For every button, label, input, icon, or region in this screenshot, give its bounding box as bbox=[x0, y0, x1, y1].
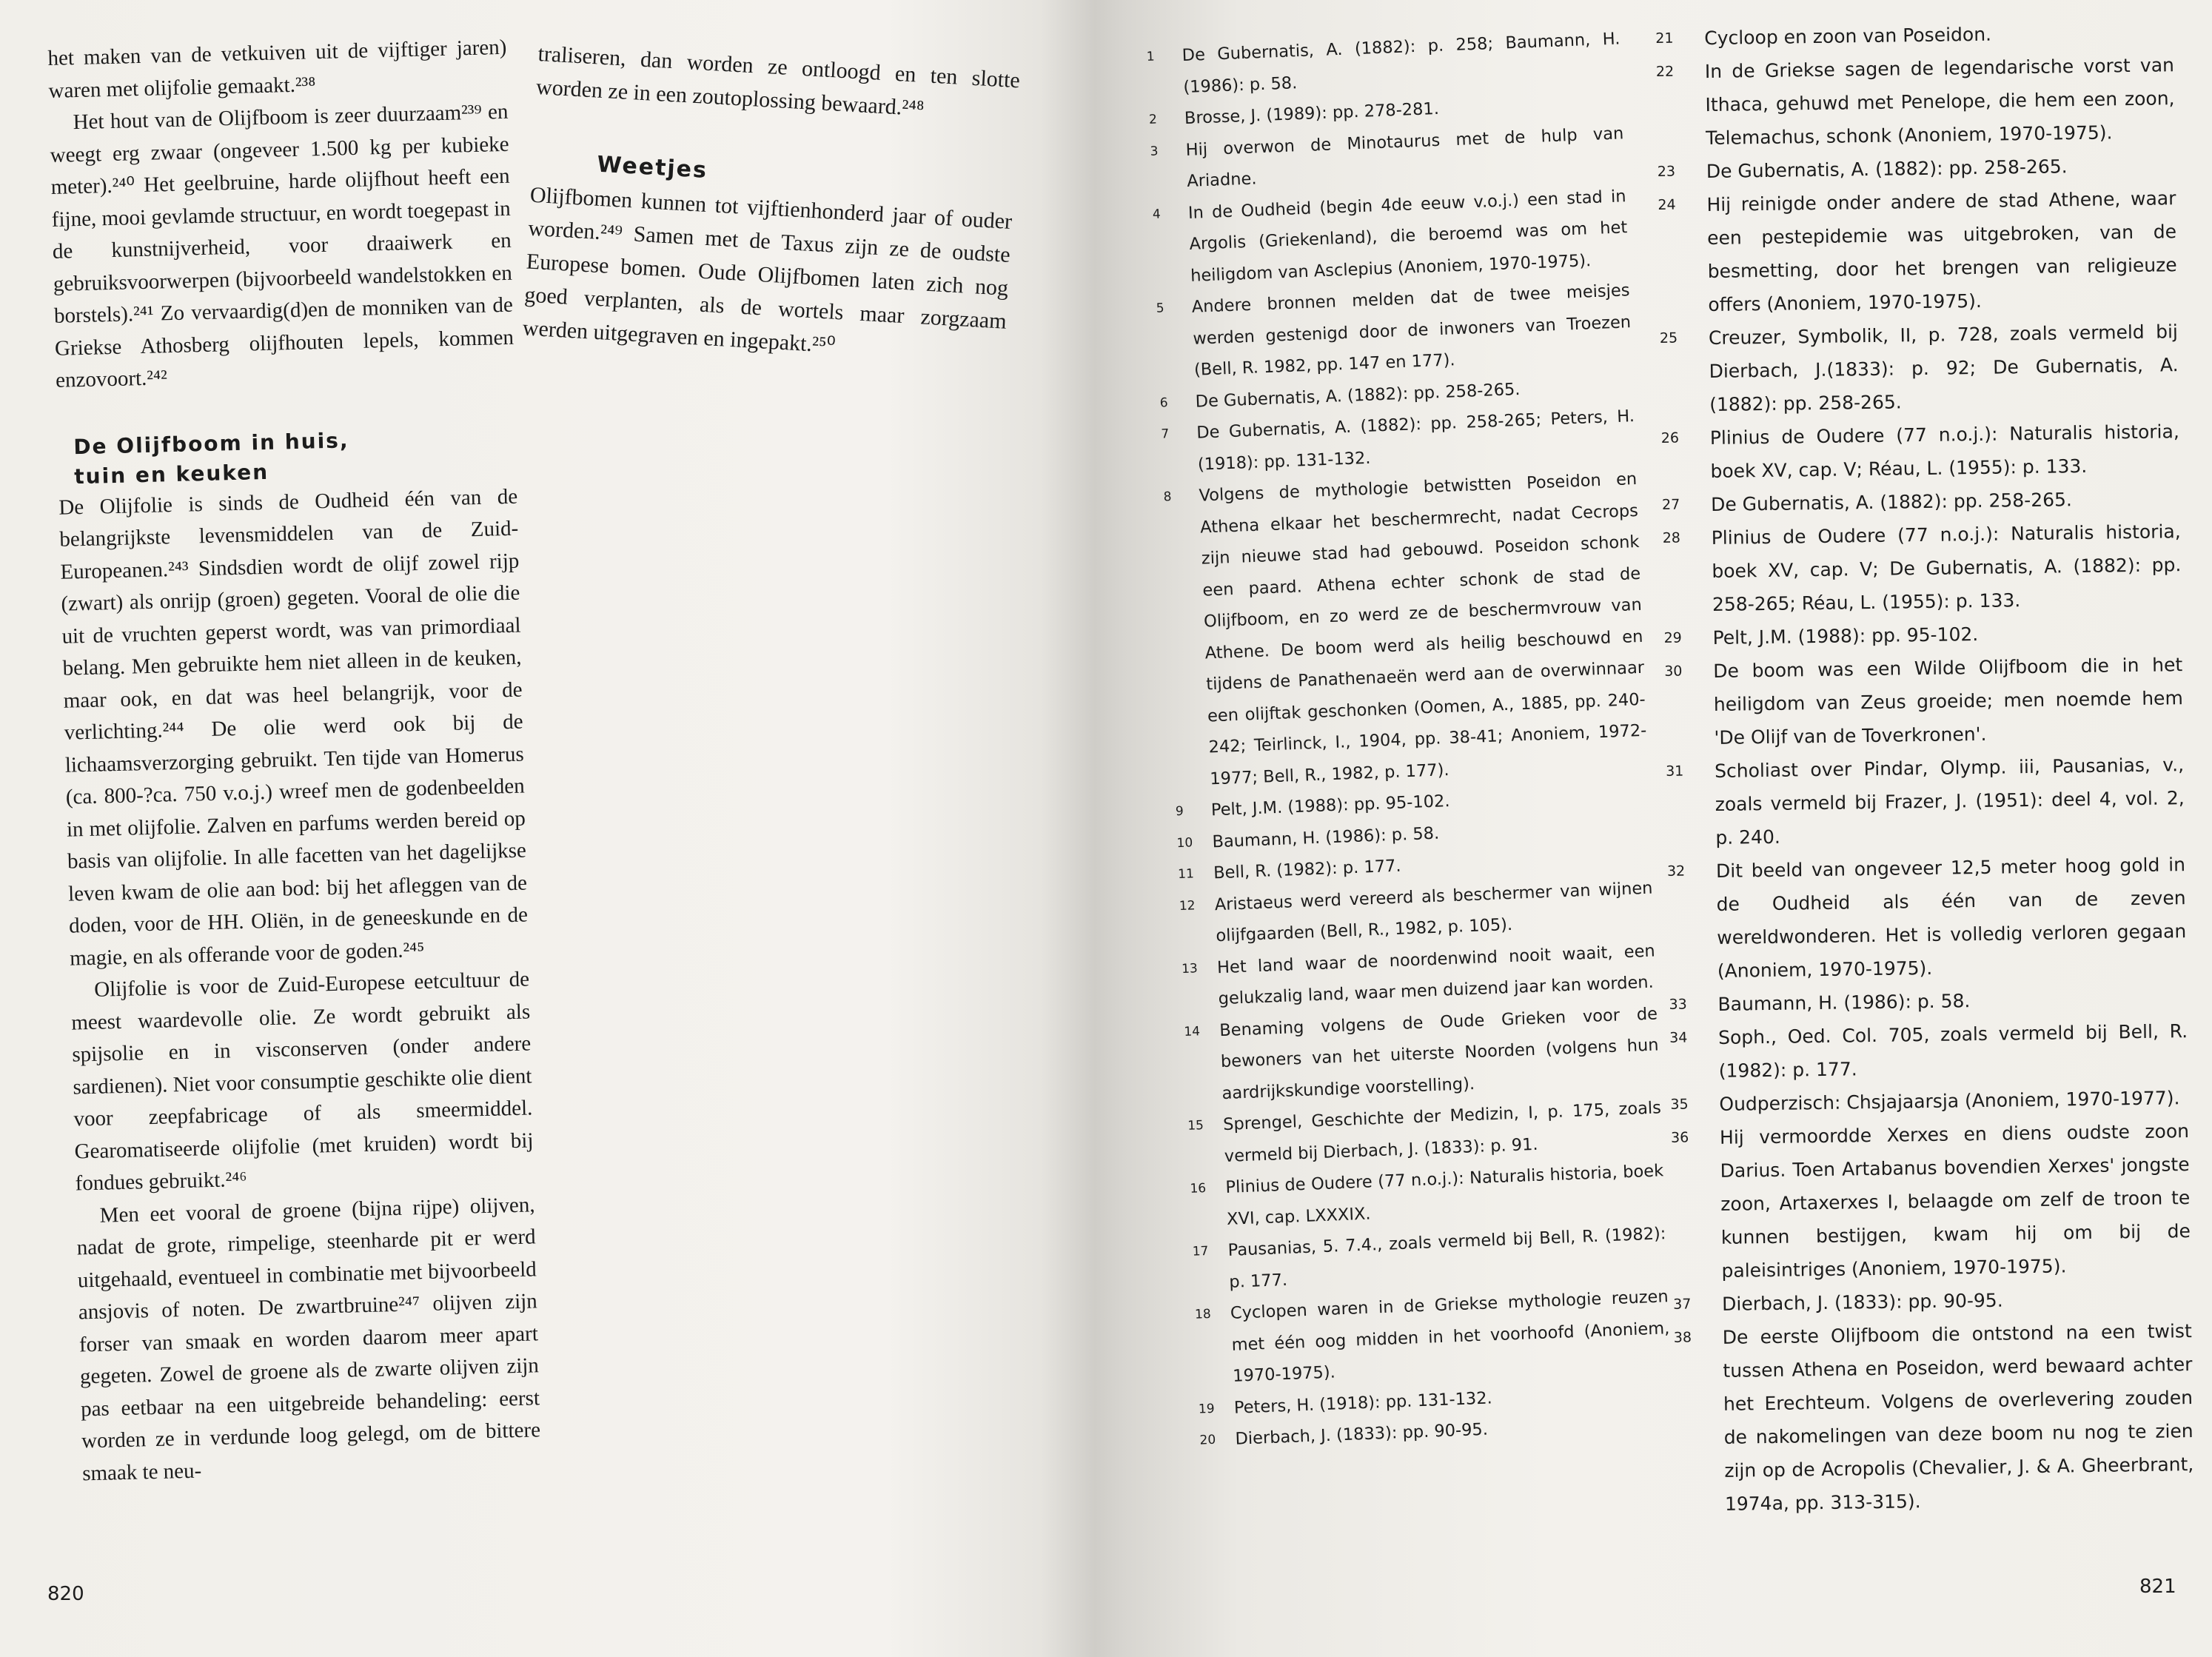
footnote-number: 10 bbox=[1176, 834, 1193, 851]
footnote bbox=[1669, 1014, 2188, 1088]
left-column-2 bbox=[522, 37, 1021, 372]
footnote-text: Brosse, J. (1989): pp. 278-281. bbox=[1184, 98, 1440, 129]
section-heading-line2: tuin en keuken bbox=[73, 459, 269, 489]
footnote-text: Cycloop en zoon van Poseidon. bbox=[1704, 23, 1992, 50]
paragraph-weetjes: Olijfbomen kunnen tot vijftienhonderd jaar of ouder worden.²⁴⁹ Samen met de Taxus zijn ze de oudste Europese bomen. Oude Olijfbomen laten zich nog goed verplanten, als de wortels maar zorgzaam werden uitgegraven en ingepakt.²⁵⁰ bbox=[522, 182, 1013, 358]
footnote-number: 15 bbox=[1187, 1118, 1204, 1134]
footnote-number: 18 bbox=[1194, 1306, 1212, 1322]
footnote-text: In de Oudheid (begin 4de eeuw v.o.j.) een stad in Argolis (Griekenland), die beroemd was om het heiligdom van Asclepius (Anoniem, 1970-1975). bbox=[1187, 186, 1628, 286]
footnote-number: 3 bbox=[1150, 143, 1159, 159]
footnote-number: 33 bbox=[1669, 996, 1687, 1013]
notes-list-2 bbox=[1655, 15, 2194, 1522]
footnote-text: Pausanias, 5. 7.4., zoals vermeld bij Bell, R. (1982): p. 177. bbox=[1227, 1224, 1666, 1292]
paragraph-eetcultuur: Olijfolie is voor de Zuid-Europese eetcultuur de meest waardevolle olie. Ze wordt gebruikt als spijsolie en in visconserven (onder andere sardienen). Niet voor consumptie geschikte olie dient voor zeepfabricage of als smeermiddel. Gearomatiseerde olijfolie (met kruiden) wordt bij fondues gebruikt.²⁴⁶ bbox=[70, 967, 534, 1196]
footnote-text: Andere bronnen melden dat de twee meisjes werden gestenigd door de inwoners van Troezen (Bell, R. 1982, pp. 147 en 177). bbox=[1191, 281, 1632, 380]
footnote-text: De Gubernatis, A. (1882): pp. 258-265; Peters, H. (1918): pp. 131-132. bbox=[1196, 406, 1635, 475]
footnote-text: Aristaeus werd vereerd als beschermer van wijnen olijfgaarden (Bell, R., 1982, p. 105). bbox=[1214, 878, 1653, 946]
footnote-number: 21 bbox=[1655, 30, 1674, 47]
footnote-number: 37 bbox=[1673, 1296, 1692, 1313]
paragraph-vetkuiven: het maken van de vetkuiven uit de vijftiger jaren) waren met olijfolie gemaakt.²³⁸ bbox=[47, 35, 507, 103]
footnote-text: Hij vermoordde Xerxes en diens oudste zoon Darius. Toen Artabanus bovendien Xerxes' jongste zoon, Artaxerxes I, belaagde om zelf de troon te kunnen bestijgen, kwam hij om bij de paleisintriges (Anoniem, 1970-1975). bbox=[1719, 1120, 2191, 1282]
footnote-number: 22 bbox=[1655, 63, 1675, 80]
footnote-number: 12 bbox=[1179, 897, 1196, 914]
footnote-text: In de Griekse sagen de legendarische vorst van Ithaca, gehuwd met Penelope, die hem een zoon, Telemachus, schonk (Anoniem, 1970-1975). bbox=[1704, 54, 2175, 150]
footnote-text: Pelt, J.M. (1988): pp. 95-102. bbox=[1210, 791, 1450, 820]
footnote-text: Oudperzisch: Chsjajaarsja (Anoniem, 1970-1977). bbox=[1719, 1087, 2180, 1115]
left-page bbox=[0, 0, 1096, 1657]
footnote-text: De Gubernatis, A. (1882): pp. 258-265. bbox=[1706, 155, 2068, 183]
footnote bbox=[1671, 1114, 2191, 1288]
footnote-text: Het land waar de noordenwind nooit waait, een gelukzalig land, waar men duizend jaar kan worden. bbox=[1216, 941, 1656, 1009]
footnote bbox=[1656, 48, 2176, 155]
footnote-number: 25 bbox=[1659, 329, 1678, 347]
footnote-number: 13 bbox=[1181, 960, 1199, 977]
footnote-number: 20 bbox=[1199, 1432, 1216, 1448]
paragraph-traliseren: traliseren, dan worden ze ontloogd en ten slotte worden ze in een zoutoplossing bewaard.²⁴⁸ bbox=[535, 41, 1021, 121]
footnote bbox=[1156, 275, 1632, 387]
page-number-right: 821 bbox=[2139, 1576, 2176, 1598]
footnote-number: 27 bbox=[1661, 496, 1680, 513]
paragraph-olijfolie-oudheid: De Olijfolie is sinds de Oudheid één van de belangrijkste levensmiddelen van de Zuid-Europeanen.²⁴³ Sindsdien wordt de olijf zowel rijp (zwart) als onrijp (groen) gegeten. Vooral de olie die uit de vruchten geperst wordt, was van primordiaal belang. Men gebruikte hem niet alleen in de keuken, maar ook, en dat was heel belangrijk, voor de verlichting.²⁴⁴ De olie werd ook bij de lichaamsverzorging gebruikt. Ten tijde van Homerus (ca. 800-?ca. 750 v.o.j.) wreef men de godenbeelden in met olijfolie. Zalven en parfums werden bereid op basis van olijfolie. In alle facetten van het dagelijkse leven kwam de olie aan bod: bij het afleggen van de doden, voor de HH. Oliën, in de geneeskunde en de magie, en als offerande voor de goden.²⁴⁵ bbox=[58, 484, 529, 971]
footnote-text: De Gubernatis, A. (1882): pp. 258-265. bbox=[1710, 489, 2073, 516]
footnote-text: Dierbach, J. (1833): pp. 90-95. bbox=[1235, 1419, 1489, 1449]
footnote-number: 26 bbox=[1660, 429, 1680, 446]
footnote-text: Creuzer, Symbolik, II, p. 728, zoals vermeld bij Dierbach, J.(1833): p. 92; De Gubernatis, A. (1882): pp. 258-265. bbox=[1708, 321, 2179, 416]
footnote-number: 32 bbox=[1666, 863, 1686, 880]
footnote-number: 11 bbox=[1177, 866, 1195, 883]
footnote-number: 31 bbox=[1665, 763, 1684, 780]
footnote bbox=[1661, 415, 2180, 489]
footnote-number: 7 bbox=[1161, 426, 1170, 442]
footnote-text: Volgens de mythologie betwistten Poseidon en Athena elkaar het beschermrecht, nadat Cecrops zijn nieuwe stad had gebouwd. Poseidon schonk een paard. Athena echter schonk de stad de Olijfboom, en zo werd ze de beschermvrouw van Athene. De boom werd als heilig beschouwd en tijdens de Panathenaeën werd aan de overwinnaar een olijftak geschonken (Oomen, A., 1885, pp. 240-242; Teirlinck, I., 1904, pp. 38-41; Anoniem, 1972-1977; Bell, R., 1982, p. 177). bbox=[1199, 469, 1647, 789]
footnote-text: Baumann, H. (1986): p. 58. bbox=[1717, 990, 1971, 1015]
footnote-text: De eerste Olijfboom die ontstond na een twist tussen Athena en Poseidon, werd bewaard achter het Erechteum. Volgens de overlevering zouden de nakomelingen van deze boom nu nog te zien zijn op de Acropolis (Chevalier, J. & A. Gheerbrant, 1974a, pp. 313-315). bbox=[1722, 1320, 2194, 1515]
section-heading bbox=[57, 421, 517, 492]
footnote bbox=[1674, 1314, 2195, 1522]
footnote-text: Plinius de Oudere (77 n.o.j.): Naturalis historia, boek XV, cap. V; De Gubernatis, A. (1882): pp. 258-265; Réau, L. (1955): p. 133. bbox=[1711, 520, 2182, 616]
footnote-number: 6 bbox=[1159, 395, 1168, 411]
footnote-number: 23 bbox=[1657, 163, 1676, 180]
footnote-text: Cyclopen waren in de Griekse mythologie reuzen met één oog midden in het voorhoofd (Anoniem, 1970-1975). bbox=[1230, 1287, 1670, 1386]
footnote-number: 28 bbox=[1662, 529, 1681, 546]
footnote bbox=[1667, 848, 2187, 988]
footnote-number: 16 bbox=[1190, 1181, 1207, 1196]
footnote-text: De Gubernatis, A. (1882): p. 258; Baumann, H. (1986): p. 58. bbox=[1182, 29, 1621, 97]
footnote-text: Baumann, H. (1986): p. 58. bbox=[1212, 823, 1440, 851]
left-column-1 bbox=[47, 32, 542, 1490]
footnote-text: Soph., Oed. Col. 705, zoals vermeld bij Bell, R. (1982): p. 177. bbox=[1717, 1020, 2188, 1082]
footnote bbox=[1658, 181, 2177, 322]
page-number-left: 820 bbox=[47, 1583, 84, 1605]
footnote-number: 1 bbox=[1146, 49, 1156, 64]
footnote-text: Dierbach, J. (1833): pp. 90-95. bbox=[1721, 1289, 2003, 1315]
footnote-number: 17 bbox=[1192, 1243, 1209, 1259]
footnote-text: Scholiast over Pindar, Olymp. iii, Pausanias, v., zoals vermeld bij Frazer, J. (1951): deel 4, vol. 2, p. 240. bbox=[1714, 754, 2185, 848]
footnote bbox=[1163, 463, 1649, 796]
footnote-text: Peters, H. (1918): pp. 131-132. bbox=[1233, 1387, 1493, 1418]
footnote bbox=[1666, 748, 2185, 855]
footnote-number: 29 bbox=[1663, 629, 1682, 646]
footnote-number: 34 bbox=[1669, 1029, 1688, 1046]
footnote-text: De boom was een Wilde Olijfboom die in het heiligdom van Zeus groeide; men noemde hem 'De Olijf van de Toverkronen'. bbox=[1713, 654, 2184, 749]
footnote bbox=[1184, 998, 1660, 1111]
footnote-number: 14 bbox=[1183, 1023, 1201, 1040]
footnote-number: 36 bbox=[1670, 1129, 1689, 1146]
section-heading-line1: De Olijfboom in huis, bbox=[73, 427, 349, 459]
weetjes-heading: Weetjes bbox=[596, 151, 708, 184]
footnote-number: 9 bbox=[1175, 803, 1184, 820]
footnote bbox=[1194, 1281, 1671, 1393]
paragraph-groene-olijven: Men eet vooral de groene (bijna rijpe) olijven, nadat de grote, rimpelige, steenharde pit er werd uitgehaald, eventueel in combinatie met bijvoorbeeld ansjovis of noten. De zwartbruine²⁴⁷ olijven zijn forser van smaak en worden daarom meer apart gegeten. Zowel de groene als de zwarte olijven zijn pas eetbaar na een uitgebreide behandeling: eerst worden ze in verdunde loog gelegd, om de bittere smaak te neu- bbox=[76, 1192, 541, 1485]
footnote bbox=[1152, 181, 1629, 293]
footnote-text: De Gubernatis, A. (1882): pp. 258-265. bbox=[1195, 379, 1521, 412]
footnote-text: Plinius de Oudere (77 n.o.j.): Naturalis historia, boek XVI, cap. LXXXIX. bbox=[1225, 1161, 1664, 1229]
footnote-text: Plinius de Oudere (77 n.o.j.): Naturalis historia, boek XV, cap. V; Réau, L. (1955): p. 133. bbox=[1709, 421, 2179, 483]
footnote-number: 2 bbox=[1148, 112, 1158, 127]
footnote-text: Sprengel, Geschichte der Medizin, I, p. 175, zoals vermeld bij Dierbach, J. (1833): p. 91. bbox=[1222, 1098, 1662, 1166]
paragraph-hout: Het hout van de Olijfboom is zeer duurzaam²³⁹ en weegt erg zwaar (ongeveer 1.500 kg per kubieke meter).²⁴⁰ Het geelbruine, harde olijfhout heeft een fijne, mooi gevlamde structuur, en wordt toegepast in de kunstnijverheid, voor draaiwerk en gebruiksvoorwerpen (bijvoorbeeld wandelstokken en borstels).²⁴¹ Zo vervaardig(d)en de monniken van de Griekse Athosberg olijfhouten lepels, kommen enzovoort.²⁴² bbox=[50, 99, 515, 392]
footnote-number: 5 bbox=[1156, 301, 1165, 316]
footnote-number: 4 bbox=[1152, 206, 1162, 222]
footnote bbox=[1664, 648, 2184, 755]
footnote-number: 24 bbox=[1658, 196, 1676, 213]
footnote-text: Hij overwon de Minotaurus met de hulp van Ariadne. bbox=[1185, 123, 1624, 192]
notes-column-1 bbox=[1146, 23, 1674, 1456]
footnote-number: 19 bbox=[1198, 1401, 1215, 1417]
notes-column-2 bbox=[1655, 15, 2194, 1522]
footnote-text: Pelt, J.M. (1988): pp. 95-102. bbox=[1712, 623, 1979, 649]
footnote-text: Bell, R. (1982): p. 177. bbox=[1213, 856, 1401, 883]
footnote-number: 8 bbox=[1163, 489, 1172, 505]
footnote-text: Benaming volgens de Oude Grieken voor de bewoners van het uiterste Noorden (volgens hun aardrijkskundige voorstelling). bbox=[1219, 1003, 1660, 1103]
footnote bbox=[1662, 515, 2182, 622]
footnote bbox=[1660, 315, 2179, 422]
footnote-number: 38 bbox=[1673, 1329, 1692, 1346]
footnote-number: 30 bbox=[1664, 663, 1683, 680]
notes-list-1 bbox=[1146, 23, 1674, 1456]
footnote-text: Hij reinigde onder andere de stad Athene, waar een pestepidemie was uitgebroken, van de besmetting, door het brengen van religieuze offers (Anoniem, 1970-1975). bbox=[1706, 187, 2177, 316]
footnote-text: Dit beeld van ongeveer 12,5 meter hoog gold in de Oudheid als één van de zeven wereldwonderen. Het is volledig verloren gegaan (Anoniem, 1970-1975). bbox=[1715, 854, 2187, 982]
footnote-number: 35 bbox=[1670, 1096, 1689, 1113]
